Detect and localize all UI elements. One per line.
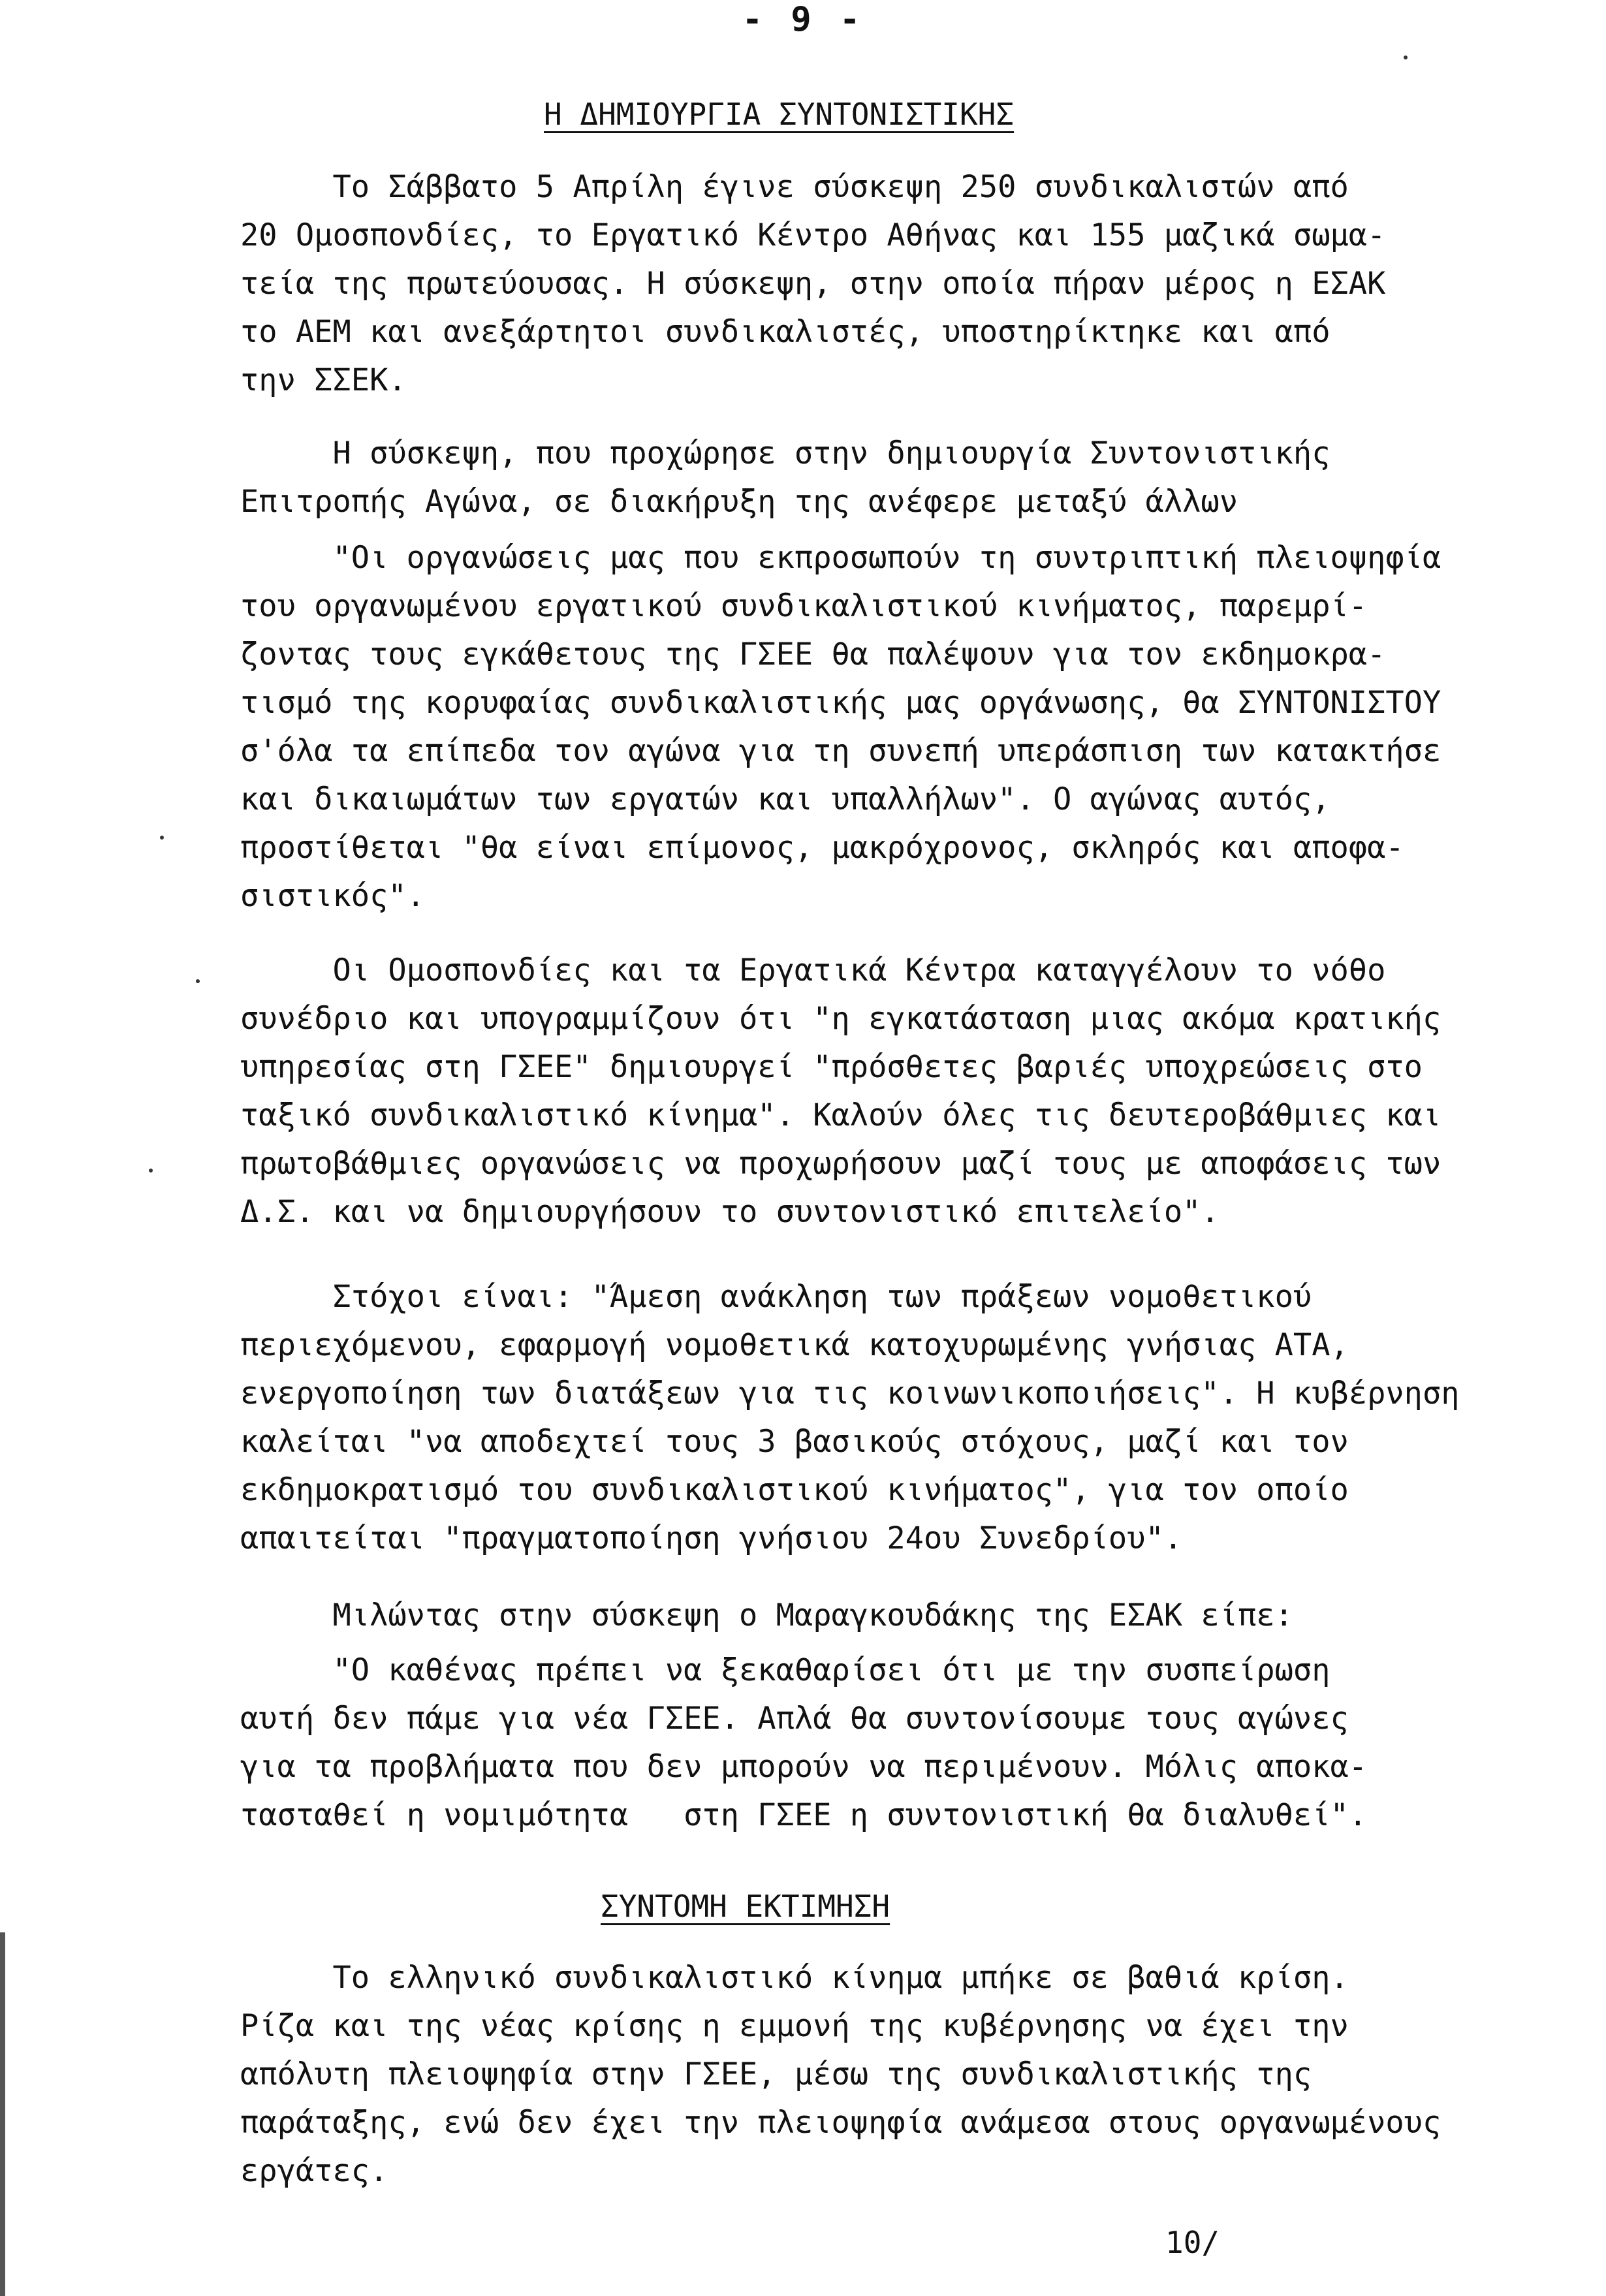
paragraph-federations: Οι Ομοσπονδίες και τα Εργατικά Κέντρα καταγγέλουν το νόθο συνέδριο και υπογραμμίζουν ότι "η εγκατάσταση μιας ακόμα κρατικής υπηρεσίας στη ΓΣΕΕ" δημιουργεί "πρόσθετες βαριές υποχρεώσεις στο ταξικό συνδικαλιστικό κίνημα". Καλούν όλες τις δευτεροβάθμιες και πρωτοβάθμιες οργανώσεις να προχωρήσουν μαζί τους με αποφάσεις των Δ.Σ. και να δημιουργήσουν το συντονιστικό επιτελείο". [240, 952, 1441, 1230]
continuation-marker: 10/ [1165, 2225, 1220, 2260]
paragraph-declaration-quote: "Οι οργανώσεις μας που εκπροσωπούν τη συντριπτική πλειοψηφία του οργανωμένου εργατικού συνδικαλιστικού κινήματος, παρεμρί- ζοντας τους εγκάθετους της ΓΣΕΕ θα παλέψουν για τον εκδημοκρα- τισμό της κορυφαίας συνδικαλιστικής μας οργάνωσης, θα ΣΥΝΤΟΝΙΣΤΟΥ σ'όλα τα επίπεδα τον αγώνα για τη συνεπή υπεράσπιση των κατακτήσε και δικαιωμάτων των εργατών και υπαλλήλων". Ο αγώνας αυτός, προστίθεται "θα είναι επίμονος, μακρόχρονος, σκληρός και αποφα- σιστικός". [240, 540, 1441, 914]
scan-speck [160, 836, 164, 840]
paragraph-goals: Στόχοι είναι: "Άμεση ανάκληση των πράξεων νομοθετικού περιεχόμενου, εφαρμογή νομοθετικά κατοχυρωμένης γνήσιας ΑΤΑ, ενεργοποίηση των διατάξεων για τις κοινωνικοποιήσεις". Η κυβέρνηση καλείται "να αποδεχτεί τους 3 βασικούς στόχους, μαζί και τον εκδημοκρατισμό του συνδικαλιστικού κινήματος", για τον οποίο απαιτείται "πραγματοποίηση γνήσιου 24ου Συνεδρίου". [240, 1279, 1460, 1556]
section-heading-assessment: ΣΥΝΤΟΜΗ ΕΚΤΙΜΗΣΗ [601, 1889, 890, 1924]
paragraph-assessment: Το ελληνικό συνδικαλιστικό κίνημα μπήκε σε βαθιά κρίση. Ρίζα και της νέας κρίσης η εμμονή της κυβέρνησης να έχει την απόλυτη πλειοψηφία στην ΓΣΕΕ, μέσω της συνδικαλιστικής της παράταξης, ενώ δεν έχει την πλειοψηφία ανάμεσα στους οργανωμένους εργάτες. [240, 1960, 1441, 2189]
scan-edge-shadow [0, 1932, 5, 2296]
scan-speck [149, 1169, 153, 1172]
paragraph-meeting: Το Σάββατο 5 Απρίλη έγινε σύσκεψη 250 συνδικαλιστών από 20 Ομοσπονδίες, το Εργατικό Κέντρο Αθήνας και 155 μαζικά σωμα- τεία της πρωτεύουσας. Η σύσκεψη, στην οποία πήραν μέρος η ΕΣΑΚ το ΑΕΜ και ανεξάρτητοι συνδικαλιστές, υποστηρίκτηκε και από την ΣΣΕΚ. [240, 169, 1386, 398]
scan-speck [196, 979, 200, 983]
section-heading-coordination: Η ΔΗΜΙΟΥΡΓΙΑ ΣΥΝΤΟΝΙΣΤΙΚΗΣ [544, 97, 1015, 132]
paragraph-speaker-intro: Μιλώντας στην σύσκεψη ο Μαραγκουδάκης της ΕΣΑΚ είπε: [240, 1597, 1293, 1633]
paragraph-speaker-quote: "Ο καθένας πρέπει να ξεκαθαρίσει ότι με την συσπείρωση αυτή δεν πάμε για νέα ΓΣΕΕ. Απλά θα συντονίσουμε τους αγώνες για τα προβλήματα που δεν μπορούν να περιμένουν. Μόλις αποκα- τασταθεί η νομιμότητα στη ΓΣΕΕ η συντονιστική θα διαλυθεί". [240, 1652, 1368, 1833]
page-number: - 9 - [742, 0, 864, 39]
scan-speck [1404, 55, 1408, 59]
paragraph-committee: Η σύσκεψη, που προχώρησε στην δημιουργία Συντονιστικής Επιτροπής Αγώνα, σε διακήρυξη της ανέφερε μεταξύ άλλων [240, 435, 1330, 520]
